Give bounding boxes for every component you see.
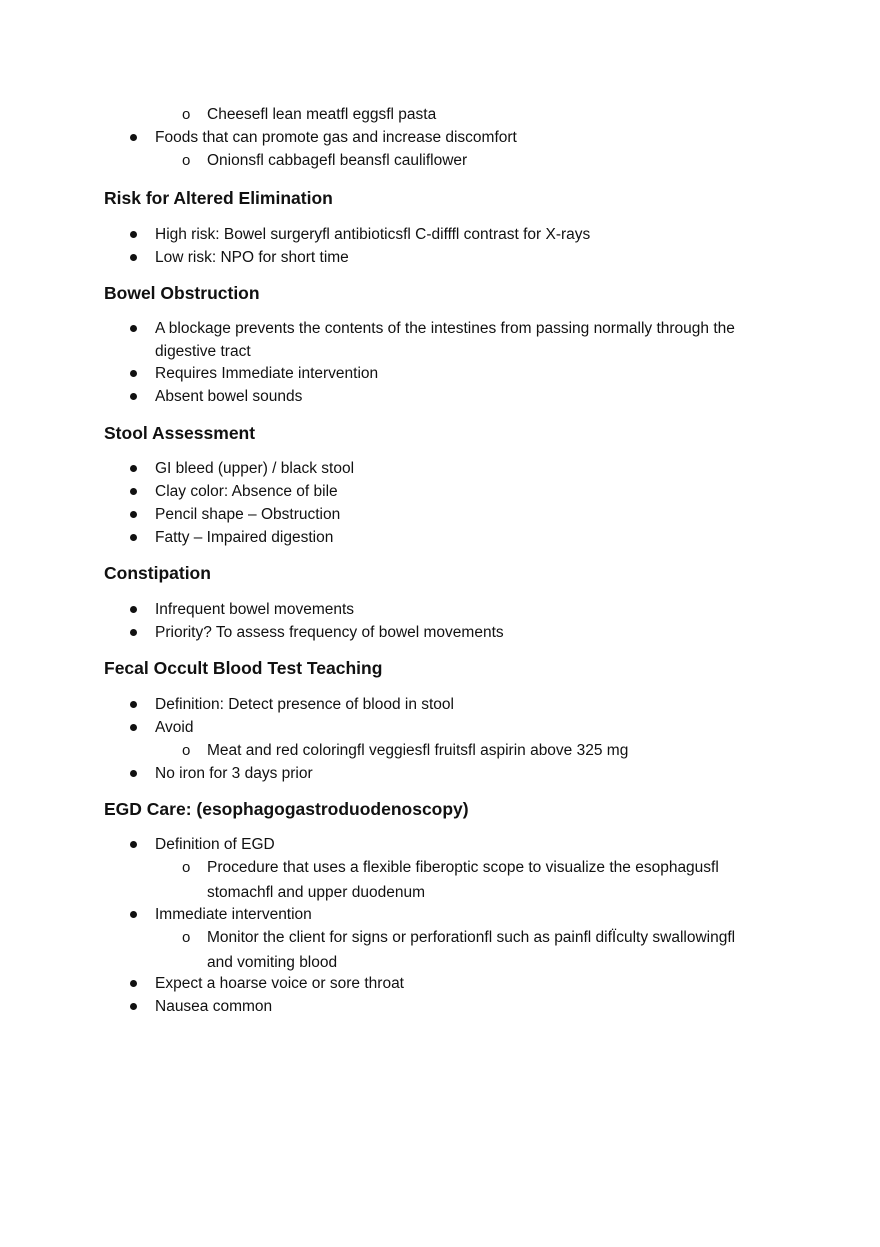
bullet-marker [130,325,137,332]
list-item: Foods that can promote gas and increase discomfort [155,129,517,146]
bullet-marker [130,841,137,848]
list-item: High risk: Bowel surgeryfl antibioticsfl C-difffl contrast for X-rays [155,226,591,243]
list-item: Pencil shape – Obstruction [155,506,341,523]
bullet-marker [130,724,137,731]
bullet-marker [130,701,137,708]
list-item: Nausea common [155,998,273,1015]
list-item-continuation: and vomiting blood [207,954,338,971]
list-item: Monitor the client for signs or perforationfl such as painfl difÏculty swallowingfl [207,929,736,946]
list-item: Avoid [155,719,194,736]
list-item: Procedure that uses a flexible fiberoptic scope to visualize the esophagusfl [207,859,719,876]
bullet-marker [130,770,137,777]
list-item: Clay color: Absence of bile [155,483,338,500]
bullet-marker [130,370,137,377]
sub-bullet-marker: o [182,859,191,876]
list-item: A blockage prevents the contents of the intestines from passing normally through the [155,320,735,337]
list-item: Priority? To assess frequency of bowel movements [155,624,504,641]
section-heading: Risk for Altered Elimination [104,188,333,208]
bullet-marker [130,911,137,918]
sub-bullet-marker: o [182,106,191,123]
list-item: Definition: Detect presence of blood in stool [155,696,454,713]
section-heading: Constipation [104,563,211,583]
list-item: GI bleed (upper) / black stool [155,460,355,477]
bullet-marker [130,134,137,141]
bullet-marker [130,511,137,518]
bullet-marker [130,534,137,541]
list-item-continuation: stomachfl and upper duodenum [207,884,426,901]
list-item: No iron for 3 days prior [155,765,313,782]
list-item: Cheesefl lean meatfl eggsfl pasta [207,106,437,123]
list-item: Onionsfl cabbagefl beansfl cauliflower [207,152,468,169]
list-item: Infrequent bowel movements [155,601,355,618]
list-item: Immediate intervention [155,906,312,923]
list-item: Meat and red coloringfl veggiesfl fruitsfl aspirin above 325 mg [207,742,629,759]
section-heading: EGD Care: (esophagogastroduodenoscopy) [104,799,469,819]
list-item: Fatty – Impaired digestion [155,529,334,546]
sub-bullet-marker: o [182,929,191,946]
bullet-marker [130,254,137,261]
bullet-marker [130,629,137,636]
bullet-marker [130,980,137,987]
bullet-marker [130,488,137,495]
bullet-marker [130,231,137,238]
bullet-marker [130,606,137,613]
section-heading: Fecal Occult Blood Test Teaching [104,658,383,678]
sub-bullet-marker: o [182,152,191,169]
sub-bullet-marker: o [182,742,191,759]
list-item: Low risk: NPO for short time [155,249,349,266]
list-item-continuation: digestive tract [155,343,251,360]
list-item: Absent bowel sounds [155,388,303,405]
list-item: Expect a hoarse voice or sore throat [155,975,404,992]
section-heading: Bowel Obstruction [104,283,260,303]
list-item: Definition of EGD [155,836,275,853]
bullet-marker [130,465,137,472]
section-heading: Stool Assessment [104,423,256,443]
list-item: Requires Immediate intervention [155,365,379,382]
bullet-marker [130,1003,137,1010]
bullet-marker [130,393,137,400]
